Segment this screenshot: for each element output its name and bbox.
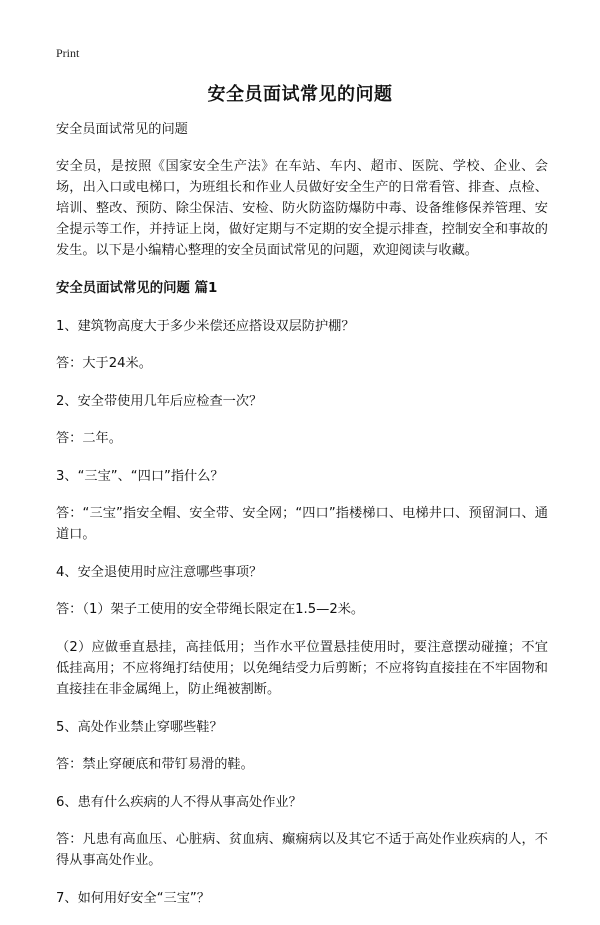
question-paragraph: 2、安全带使用几年后应检查一次？ [56,394,263,409]
answer-paragraph: 答：“三宝”指安全帽、安全带、安全网；“四口”指楼梯口、电梯井口、预留洞口、通道口。 [56,506,548,542]
answer-paragraph: 答：禁止穿硬底和带钉易滑的鞋。 [56,757,254,772]
question-paragraph: 4、安全退使用时应注意哪些事项？ [56,565,263,580]
section-heading: 安全员面试常见的问题 篇1 [56,281,218,296]
question-paragraph: 6、患有什么疾病的人不得从事高处作业？ [56,795,302,810]
article-body [56,119,548,925]
question-paragraph: 5、高处作业禁止穿哪些鞋？ [56,720,223,735]
print-link[interactable]: Print [56,46,80,60]
answer-paragraph: 答：二年。 [56,431,122,446]
question-paragraph: 3、“三宝”、“四口”指什么？ [56,469,224,484]
answer-paragraph: 答：大于24米。 [56,356,152,371]
answer-paragraph: 答：凡患有高血压、心脏病、贫血病、癫痫病以及其它不适于高处作业疾病的人，不得从事高处作业。 [56,832,548,868]
question-paragraph: 7、如何用好安全“三宝”？ [56,891,210,906]
answer-paragraph: （2）应做垂直悬挂，高挂低用；当作水平位置悬挂使用时，要注意摆动碰撞；不宜低挂高用；不应将绳打结使用；以免绳结受力后剪断；不应将钩直接挂在不牢固物和直接挂在非金属绳上，防止绳被割断。 [56,640,548,697]
article-subtitle: 安全员面试常见的问题 [56,122,188,137]
page-title: 安全员面试常见的问题 [207,84,393,105]
intro-paragraph: 安全员，是按照《国家安全生产法》在车站、车内、超市、医院、学校、企业、会场，出入口或电梯口，为班组长和作业人员做好安全生产的日常看管、排查、点检、培训、整改、预防、除尘保洁、安检、防火防盗防爆防中毒、设备维修保养管理、安全提示等工作，并持证上岗，做好定期与不定期的安全提示排查，控制安全和事故的发生。以下是小编精心整理的安全员面试常见的问题，欢迎阅读与收藏。 [56,159,548,258]
answer-paragraph: 答：（1）架子工使用的安全带绳长限定在1.5—2米。 [56,602,365,617]
question-paragraph: 1、建筑物高度大于多少米偿还应搭设双层防护棚？ [56,319,355,334]
